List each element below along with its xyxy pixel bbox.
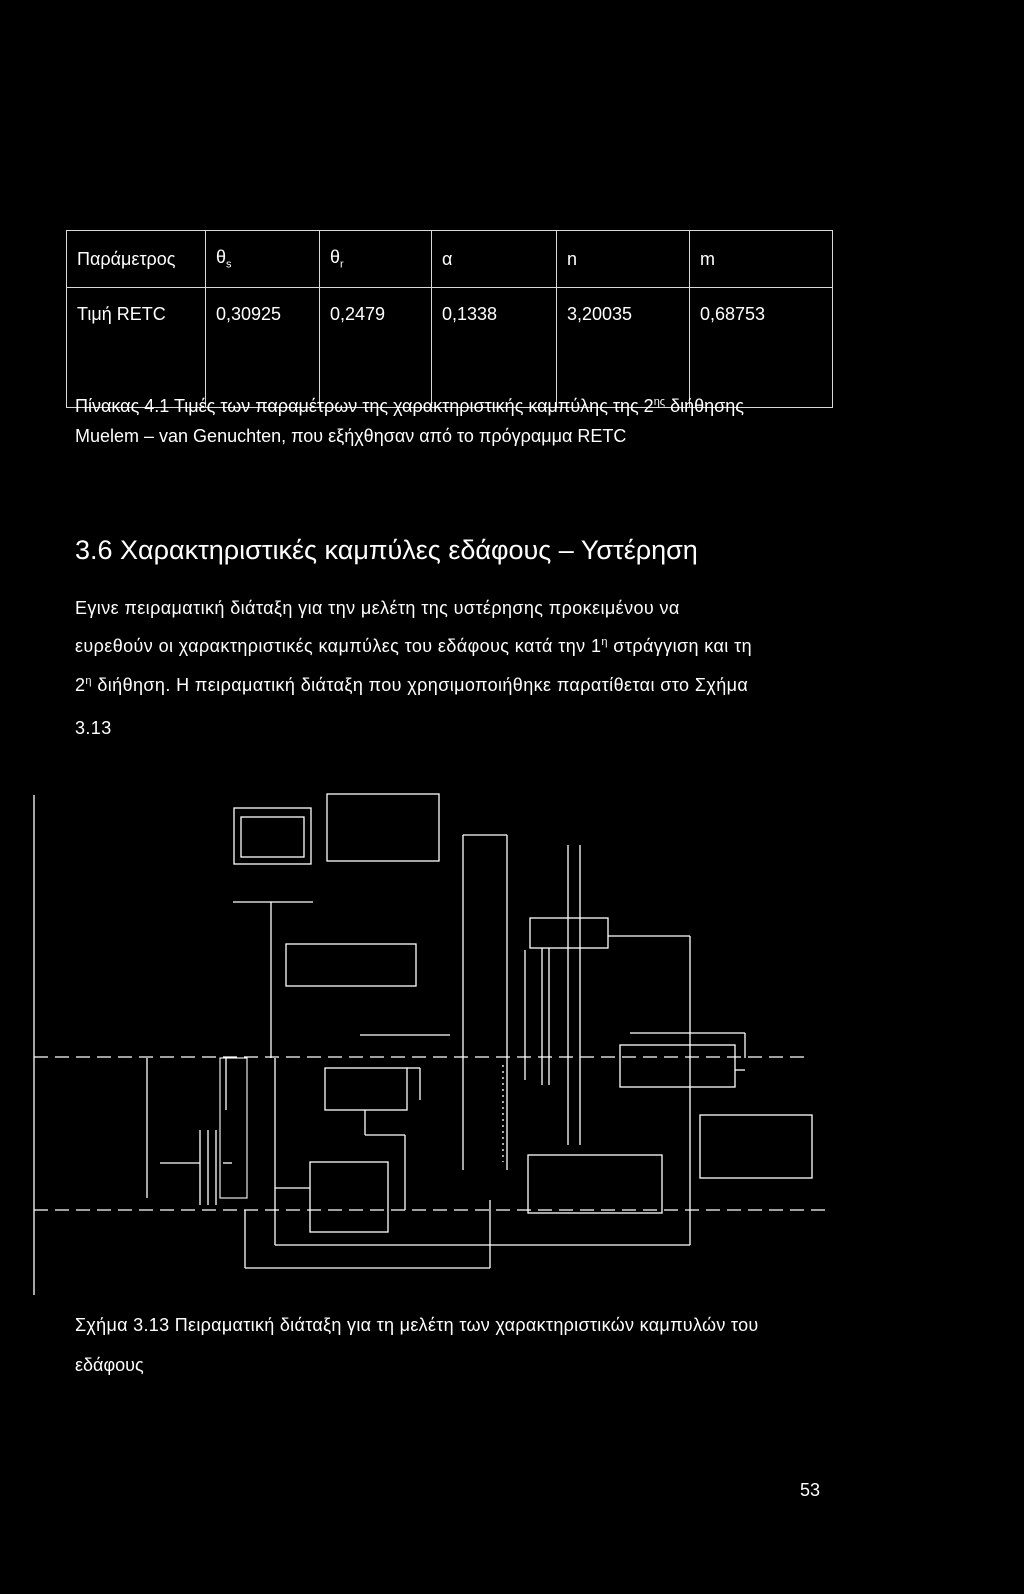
section-heading: 3.6 Χαρακτηριστικές καμπύλες εδάφους – Υστέρηση [75, 535, 698, 565]
page-number: 53 [800, 1480, 821, 1500]
header-cell: n [557, 231, 690, 288]
table-header-row [67, 231, 833, 288]
experimental-setup-diagram [0, 790, 830, 1300]
header-cell: Παράμετρος [67, 231, 206, 288]
header-cell: $\theta_r$ [320, 231, 432, 288]
table-cell: 0,2479 [320, 288, 432, 408]
table-caption-line: Muelem – van Genuchten, που εξήχθησαν από το πρόγραμμα RETC [75, 426, 627, 446]
table-cell: Τιμή RETC [67, 288, 206, 408]
figure-caption-line: Σχήμα 3.13 Πειραματική διάταξη για τη μελέτη των χαρακτηριστικών καμπυλών του [75, 1315, 759, 1335]
paragraph-line: $2^\eta$ διήθηση. Η πειραματική διάταξη που χρησιμοποιήθηκε παρατίθεται στο Σχήμα [75, 675, 749, 695]
table-cell: 0,68753 [690, 288, 833, 408]
dashed-levels [34, 1057, 825, 1210]
table-caption-line: Πίνακας 4.1 Τιμές των παραμέτρων της χαρακτηριστικής καμπύλης της $2^{\eta\varsigma}$ διήθησης [75, 396, 744, 416]
parameters-table [66, 230, 833, 408]
header-cell: $\theta_s$ [206, 231, 320, 288]
table-caption [75, 387, 975, 451]
table-cell: 3,20035 [557, 288, 690, 408]
header-cell: m [690, 231, 833, 288]
table-cell: 0,1338 [432, 288, 557, 408]
figure-caption-line: εδάφους [75, 1355, 144, 1375]
diagram-lines [0, 790, 812, 1295]
paragraph-line: ευρεθούν οι χαρακτηριστικές καμπύλες του εδάφους κατά την $1^\eta$ στράγγιση και τη [75, 636, 753, 656]
table-cell: 0,30925 [206, 288, 320, 408]
paragraph-line: 3.13 [75, 718, 112, 738]
header-cell: α [432, 231, 557, 288]
paragraph-line: Εγινε πειραματική διάταξη για την μελέτη της υστέρησης προκειμένου να [75, 598, 680, 618]
